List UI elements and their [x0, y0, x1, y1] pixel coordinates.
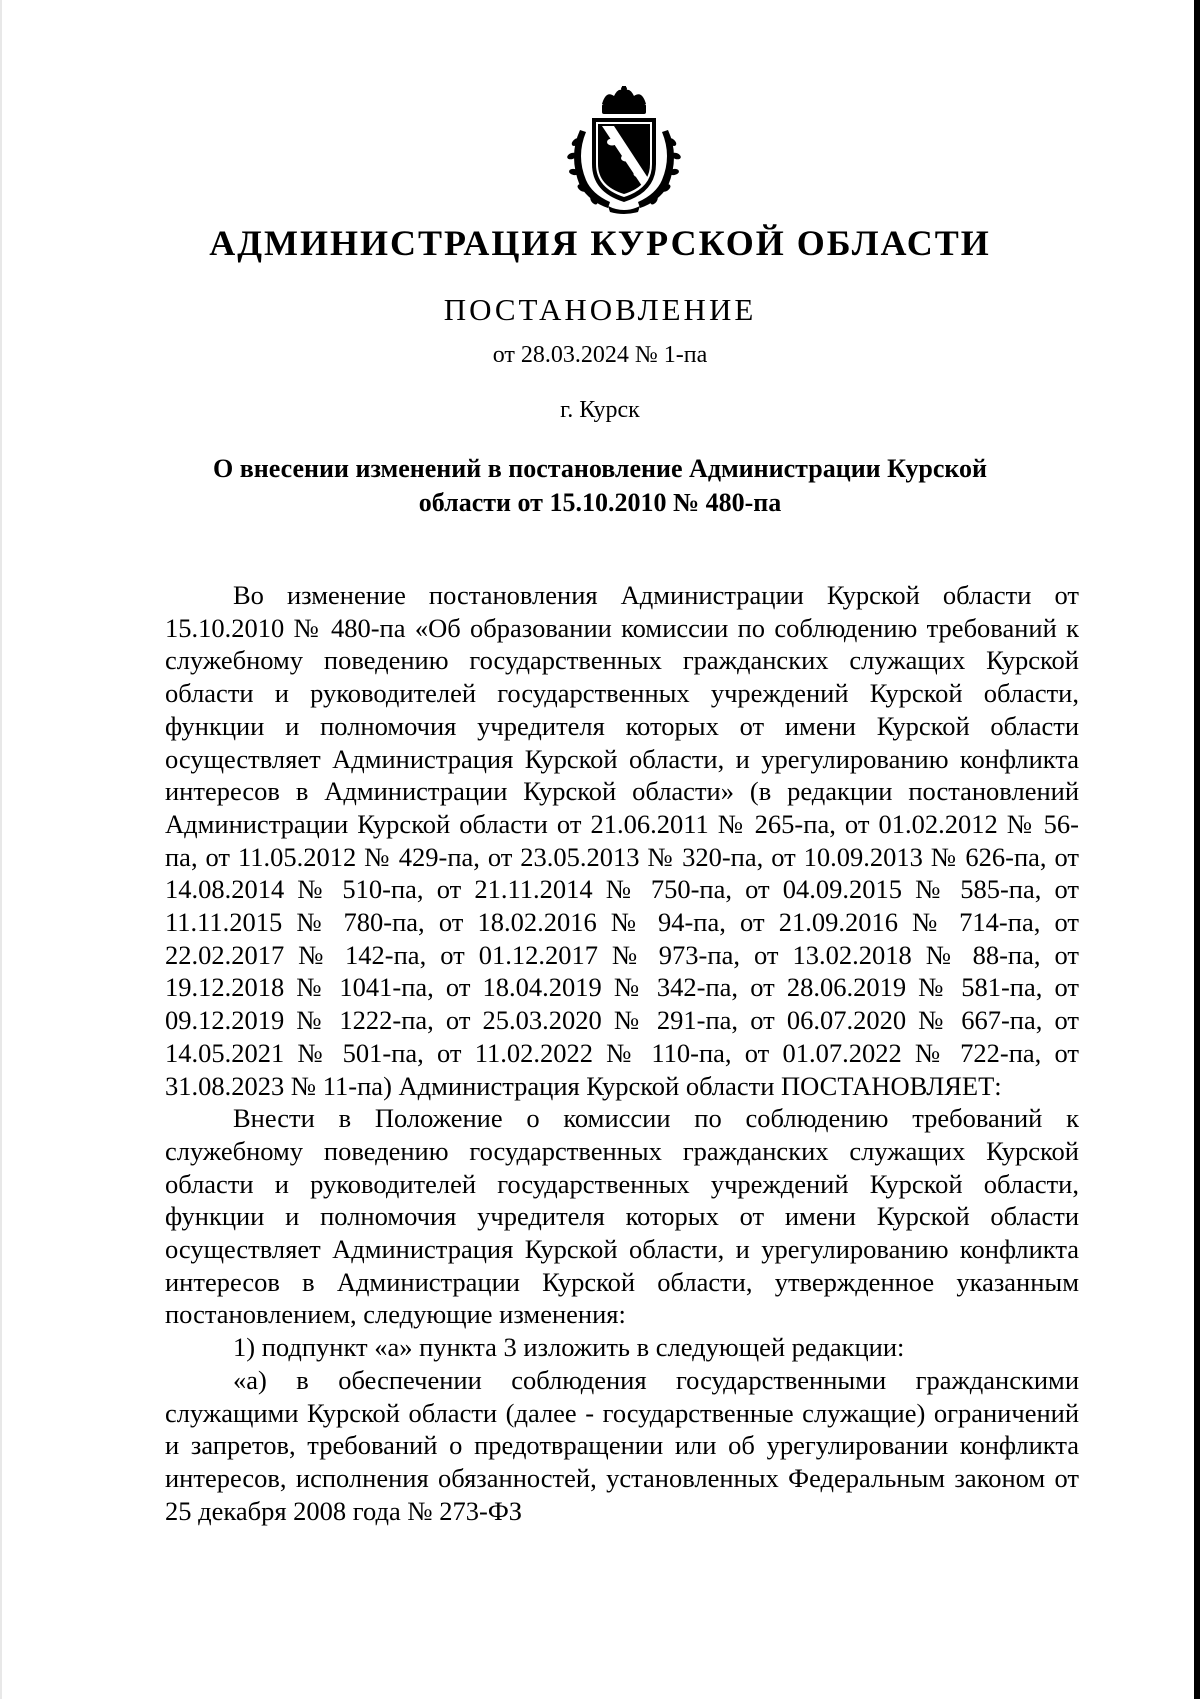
- coat-of-arms-emblem: [562, 86, 686, 214]
- body-paragraph-item-1: 1) подпункт «а» пункта 3 изложить в следующей редакции:: [233, 1332, 905, 1363]
- document-body: [165, 579, 1079, 1527]
- body-paragraph-decision: Внести в Положение о комиссии по соблюдению требований к служебному поведению государственных гражданских служащих Курской области и руководителей государственных учреждений Курской области, функции и полномочия учредителя которых от имени Курской области осуществляет Администрация Курской области, и урегулированию конфликта интересов в Администрации Курской области, утвержденное указанным постановлением, следующие изменения:: [165, 1103, 1079, 1330]
- subject-line-1: О внесении изменений в постановление Администрации Курской: [213, 454, 987, 483]
- document-place: г. Курск: [560, 397, 640, 423]
- document-type: ПОСТАНОВЛЕНИЕ: [443, 292, 757, 327]
- document-subject: [160, 452, 1040, 520]
- organization-title: АДМИНИСТРАЦИЯ КУРСКОЙ ОБЛАСТИ: [209, 223, 991, 263]
- document-date-number: от 28.03.2024 № 1-па: [492, 342, 708, 368]
- body-paragraph-item-a: «а) в обеспечении соблюдения государственными гражданскими служащими Курской области (далее - государственные служащие) ограничений и запретов, требований о предотвращении или об урегулировании конфликта интересов, исполнения обязанностей, установленных Федеральным законом от 25 декабря 2008 года № 273-ФЗ: [165, 1364, 1079, 1526]
- body-paragraph-preamble: Во изменение постановления Администрации Курской области от 15.10.2010 № 480-па «Об образовании комиссии по соблюдению требований к служебному поведению государственных гражданских служащих Курской области и руководителей государственных учреждений Курской области, функции и полномочия учредителя которых от имени Курской области осуществляет Администрация Курской области, и урегулированию конфликта интересов в Администрации Курской области» (в редакции постановлений Администрации Курской области от 21.06.2011 № 265-па, от 01.02.2012 № 56-па, от 11.05.2012 № 429-па, от 23.05.2013 № 320-па, от 10.09.2013 № 626-па, от 14.08.2014 № 510-па, от 21.11.2014 № 750-па, от 04.09.2015 № 585-па, от 11.11.2015 № 780-па, от 18.02.2016 № 94-па, от 21.09.2016 № 714-па, от 22.02.2017 № 142-па, от 01.12.2017 № 973-па, от 13.02.2018 № 88-па, от 19.12.2018 № 1041-па, от 18.04.2019 № 342-па, от 28.06.2019 № 581-па, от 09.12.2019 № 1222-па, от 25.03.2020 № 291-па, от 06.07.2020 № 667-па, от 14.05.2021 № 501-па, от 11.02.2022 № 110-па, от 01.07.2022 № 722-па, от 31.08.2023 № 11-па) Администрация Курской области ПОСТАНОВЛЯЕТ:: [165, 580, 1079, 1101]
- subject-line-2: области от 15.10.2010 № 480-па: [418, 488, 782, 517]
